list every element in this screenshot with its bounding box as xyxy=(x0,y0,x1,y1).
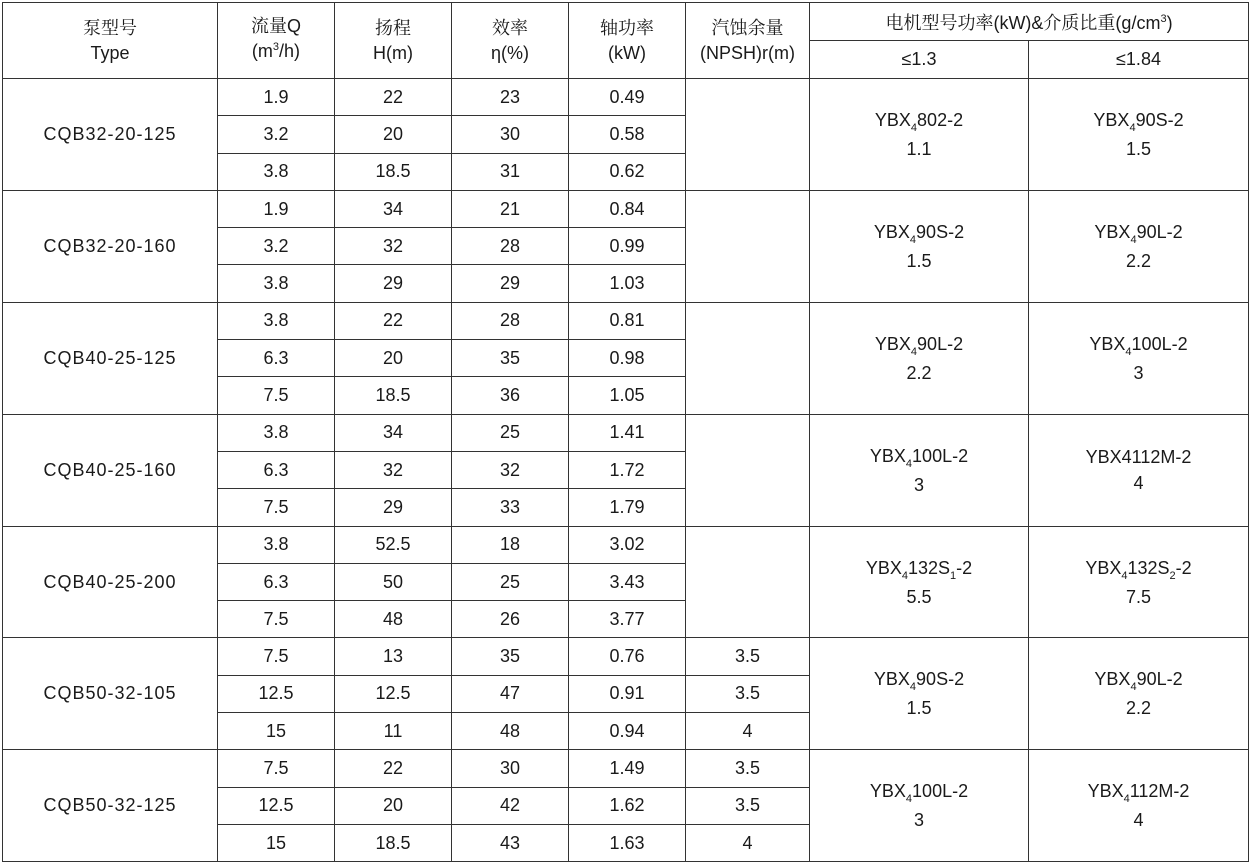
head-cell: 20 xyxy=(335,116,452,153)
npsh-cell xyxy=(686,302,810,414)
flow-cell: 7.5 xyxy=(218,638,335,675)
head-cell: 48 xyxy=(335,601,452,638)
header-npsh xyxy=(686,3,810,79)
motor-model: $YBX_4100L-2$ xyxy=(869,781,969,806)
shaft-power-cell: 0.81 xyxy=(569,302,686,339)
efficiency-cell: 42 xyxy=(452,787,569,824)
flow-cell: 7.5 xyxy=(218,489,335,526)
head-cell: 34 xyxy=(335,190,452,227)
header-npsh-en: (NPSH)r(m) xyxy=(700,42,795,63)
head-cell: 34 xyxy=(335,414,452,451)
efficiency-cell: 30 xyxy=(452,116,569,153)
npsh-cell xyxy=(686,190,810,302)
header-head-en: H(m) xyxy=(373,42,413,63)
head-cell: 13 xyxy=(335,638,452,675)
header-flow-cn: 流量Q xyxy=(250,16,301,36)
flow-cell: 7.5 xyxy=(218,750,335,787)
shaft-power-cell: 1.03 xyxy=(569,265,686,302)
flow-cell: 3.2 xyxy=(218,116,335,153)
flow-cell: 3.8 xyxy=(218,265,335,302)
pump-type-cell: CQB40-25-125 xyxy=(3,302,218,414)
pump-spec-table xyxy=(2,2,1249,862)
efficiency-cell: 30 xyxy=(452,750,569,787)
motor-cell xyxy=(1029,638,1249,750)
flow-cell: 6.3 xyxy=(218,563,335,600)
head-cell: 22 xyxy=(335,302,452,339)
head-cell: 29 xyxy=(335,489,452,526)
motor-power: 5.5 xyxy=(906,586,932,607)
shaft-power-cell: 1.79 xyxy=(569,489,686,526)
pump-type-cell: CQB40-25-160 xyxy=(3,414,218,526)
efficiency-cell: 35 xyxy=(452,638,569,675)
flow-cell: 1.9 xyxy=(218,190,335,227)
npsh-cell xyxy=(686,414,810,526)
flow-cell: 3.8 xyxy=(218,414,335,451)
efficiency-cell: 21 xyxy=(452,190,569,227)
header-row-1 xyxy=(3,3,1249,41)
motor-model: $YBX_4132S_1-2$ xyxy=(865,557,973,582)
motor-model: $YBX_4112M-2$ xyxy=(1087,781,1190,806)
head-cell: 18.5 xyxy=(335,824,452,861)
head-cell: 52.5 xyxy=(335,526,452,563)
shaft-power-cell: 1.72 xyxy=(569,451,686,488)
motor-cell xyxy=(810,302,1029,414)
header-head-cn: 扬程 xyxy=(375,17,411,38)
motor-cell xyxy=(810,190,1029,302)
flow-cell: 15 xyxy=(218,713,335,750)
motor-power: 4 xyxy=(1133,810,1144,831)
shaft-power-cell: 0.58 xyxy=(569,116,686,153)
motor-power: 1.5 xyxy=(1125,138,1152,159)
efficiency-cell: 36 xyxy=(452,377,569,414)
efficiency-cell: 18 xyxy=(452,526,569,563)
efficiency-cell: 32 xyxy=(452,451,569,488)
efficiency-cell: 31 xyxy=(452,153,569,190)
flow-cell: 7.5 xyxy=(218,377,335,414)
efficiency-cell: 29 xyxy=(452,265,569,302)
header-flow xyxy=(218,3,335,79)
shaft-power-cell: 0.84 xyxy=(569,190,686,227)
npsh-cell: 3.5 xyxy=(686,787,810,824)
head-cell: 18.5 xyxy=(335,377,452,414)
motor-power: 1.5 xyxy=(906,698,932,719)
pump-type-cell: CQB50-32-105 xyxy=(3,638,218,750)
shaft-power-cell: 1.62 xyxy=(569,787,686,824)
shaft-power-cell: 3.77 xyxy=(569,601,686,638)
header-motor: 电机型号功率(kW)&介质比重$(g/cm^3)$ xyxy=(810,3,1249,41)
header-efficiency-cn: 效率 xyxy=(492,17,528,38)
header-type-en: Type xyxy=(90,42,130,63)
flow-cell: 3.8 xyxy=(218,153,335,190)
header-type-cn: 泵型号 xyxy=(83,17,137,38)
table-row xyxy=(3,414,1249,451)
efficiency-cell: 48 xyxy=(452,713,569,750)
motor-power: 3 xyxy=(913,810,924,831)
motor-cell xyxy=(1029,526,1249,638)
shaft-power-cell: 0.76 xyxy=(569,638,686,675)
header-efficiency xyxy=(452,3,569,79)
table-body xyxy=(3,79,1249,862)
motor-model: YBX4112M-2 xyxy=(1085,447,1192,468)
head-cell: 22 xyxy=(335,750,452,787)
shaft-power-cell: 1.41 xyxy=(569,414,686,451)
flow-cell: 12.5 xyxy=(218,675,335,712)
efficiency-cell: 35 xyxy=(452,340,569,377)
motor-power: 7.5 xyxy=(1125,586,1152,607)
pump-type-cell: CQB50-32-125 xyxy=(3,750,218,862)
head-cell: 12.5 xyxy=(335,675,452,712)
table-row xyxy=(3,302,1249,339)
header-shaft-power-cn: 轴功率 xyxy=(600,17,654,38)
shaft-power-cell: 0.49 xyxy=(569,79,686,116)
head-cell: 11 xyxy=(335,713,452,750)
motor-model: $YBX_4100L-2$ xyxy=(869,445,969,470)
header-shaft-power xyxy=(569,3,686,79)
flow-cell: 15 xyxy=(218,824,335,861)
shaft-power-cell: 0.94 xyxy=(569,713,686,750)
motor-model: $YBX_4100L-2$ xyxy=(1089,333,1188,358)
shaft-power-cell: 0.99 xyxy=(569,228,686,265)
shaft-power-cell: 1.63 xyxy=(569,824,686,861)
flow-cell: 1.9 xyxy=(218,79,335,116)
header-density-1: ≤1.3 xyxy=(810,41,1029,79)
motor-power: 4 xyxy=(1133,473,1144,494)
npsh-cell: 3.5 xyxy=(686,638,810,675)
head-cell: 32 xyxy=(335,228,452,265)
shaft-power-cell: 1.49 xyxy=(569,750,686,787)
head-cell: 29 xyxy=(335,265,452,302)
npsh-cell: 4 xyxy=(686,713,810,750)
efficiency-cell: 33 xyxy=(452,489,569,526)
flow-cell: 7.5 xyxy=(218,601,335,638)
pump-type-cell: CQB32-20-125 xyxy=(3,79,218,191)
shaft-power-cell: 1.05 xyxy=(569,377,686,414)
shaft-power-cell: 0.91 xyxy=(569,675,686,712)
motor-cell xyxy=(1029,302,1249,414)
head-cell: 32 xyxy=(335,451,452,488)
head-cell: 22 xyxy=(335,79,452,116)
pump-type-cell: CQB40-25-200 xyxy=(3,526,218,638)
shaft-power-cell: 0.98 xyxy=(569,340,686,377)
flow-cell: 6.3 xyxy=(218,340,335,377)
motor-model: $YBX_490S-2$ xyxy=(1093,109,1184,134)
motor-model: $YBX_4132S_2-2$ xyxy=(1085,557,1192,582)
npsh-cell: 4 xyxy=(686,824,810,861)
shaft-power-cell: 3.02 xyxy=(569,526,686,563)
motor-cell xyxy=(810,79,1029,191)
header-flow-unit: $(m^3/h)$ xyxy=(251,41,301,61)
header-head xyxy=(335,3,452,79)
motor-power: 2.2 xyxy=(906,362,932,383)
motor-cell xyxy=(810,414,1029,526)
motor-cell xyxy=(1029,79,1249,191)
head-cell: 18.5 xyxy=(335,153,452,190)
flow-cell: 12.5 xyxy=(218,787,335,824)
shaft-power-cell: 0.62 xyxy=(569,153,686,190)
head-cell: 20 xyxy=(335,787,452,824)
efficiency-cell: 25 xyxy=(452,414,569,451)
npsh-cell: 3.5 xyxy=(686,750,810,787)
head-cell: 20 xyxy=(335,340,452,377)
table-row xyxy=(3,526,1249,563)
motor-model: $YBX_490L-2$ xyxy=(1094,221,1183,246)
motor-model: $YBX_490L-2$ xyxy=(1094,669,1183,694)
efficiency-cell: 47 xyxy=(452,675,569,712)
header-npsh-cn: 汽蚀余量 xyxy=(711,17,784,38)
efficiency-cell: 25 xyxy=(452,563,569,600)
npsh-cell: 3.5 xyxy=(686,675,810,712)
motor-power: 1.1 xyxy=(906,138,932,159)
npsh-cell xyxy=(686,79,810,191)
flow-cell: 6.3 xyxy=(218,451,335,488)
npsh-cell xyxy=(686,526,810,638)
table-row xyxy=(3,79,1249,116)
motor-cell xyxy=(1029,750,1249,862)
motor-cell xyxy=(810,526,1029,638)
shaft-power-cell: 3.43 xyxy=(569,563,686,600)
efficiency-cell: 43 xyxy=(452,824,569,861)
efficiency-cell: 26 xyxy=(452,601,569,638)
motor-power: 2.2 xyxy=(1125,250,1152,271)
header-type xyxy=(3,3,218,79)
efficiency-cell: 28 xyxy=(452,228,569,265)
flow-cell: 3.8 xyxy=(218,302,335,339)
header-shaft-power-en: (kW) xyxy=(608,42,646,63)
motor-cell xyxy=(810,750,1029,862)
motor-cell xyxy=(1029,190,1249,302)
table-row xyxy=(3,750,1249,787)
motor-power: 1.5 xyxy=(906,250,932,271)
motor-cell xyxy=(1029,414,1249,526)
table-row xyxy=(3,638,1249,675)
pump-type-cell: CQB32-20-160 xyxy=(3,190,218,302)
table-row xyxy=(3,190,1249,227)
flow-cell: 3.2 xyxy=(218,228,335,265)
motor-power: 2.2 xyxy=(1125,698,1152,719)
flow-cell: 3.8 xyxy=(218,526,335,563)
motor-cell xyxy=(810,638,1029,750)
motor-power: 3 xyxy=(913,474,924,495)
motor-model: $YBX_490S-2$ xyxy=(873,669,965,694)
motor-model: $YBX_4802-2$ xyxy=(874,109,964,134)
efficiency-cell: 28 xyxy=(452,302,569,339)
motor-power: 3 xyxy=(1133,362,1144,383)
header-efficiency-en: η(%) xyxy=(490,42,529,63)
motor-model: $YBX_490S-2$ xyxy=(873,221,965,246)
motor-model: $YBX_490L-2$ xyxy=(874,333,964,358)
efficiency-cell: 23 xyxy=(452,79,569,116)
head-cell: 50 xyxy=(335,563,452,600)
header-density-2: ≤1.84 xyxy=(1029,41,1249,79)
